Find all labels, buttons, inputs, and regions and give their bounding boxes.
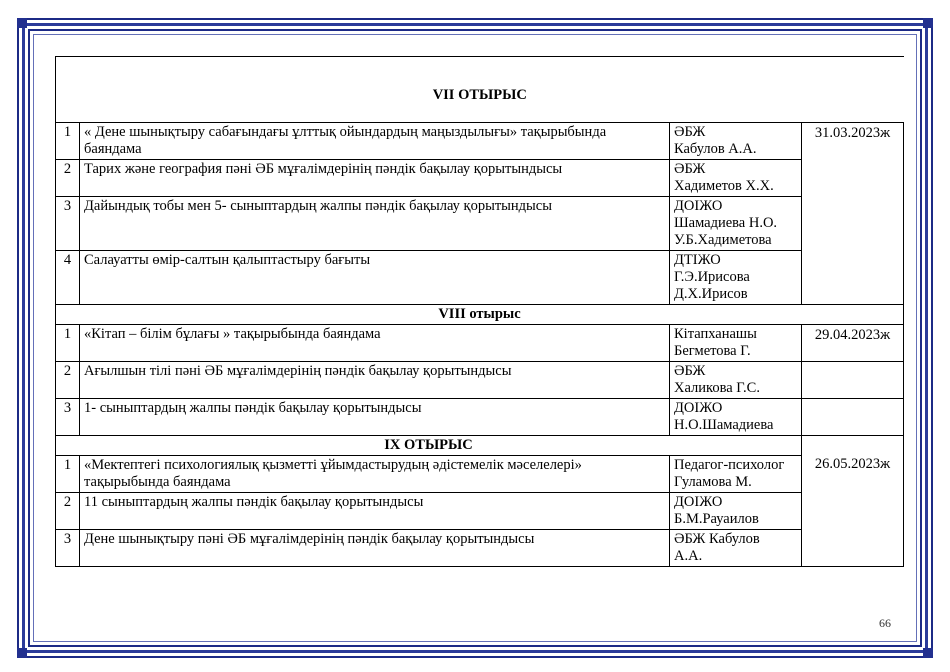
section-header-row	[56, 57, 904, 123]
section-title-vii: VII ОТЫРЫС	[56, 57, 904, 123]
row-number: 4	[56, 251, 80, 305]
table-row	[56, 362, 904, 399]
meeting-date: 31.03.2023ж	[802, 123, 904, 305]
empty-date-cell	[802, 399, 904, 436]
meeting-schedule-table	[55, 56, 904, 567]
row-topic: Дене шынықтыру пәні ӘБ мұғалімдерінің пәндік бақылау қорытындысы	[80, 530, 670, 567]
row-responsible: ДТІЖО Г.Э.Ирисова Д.Х.Ирисов	[670, 251, 802, 305]
row-number: 2	[56, 362, 80, 399]
table-row	[56, 160, 904, 197]
table-row	[56, 123, 904, 160]
row-topic: « Дене шынықтыру сабағындағы ұлттық ойындардың маңыздылығы» тақырыбында баяндама	[80, 123, 670, 160]
row-topic: Дайындық тобы мен 5- сыныптардың жалпы пәндік бақылау қорытындысы	[80, 197, 670, 251]
row-responsible: ДОІЖО Шамадиева Н.О. У.Б.Хадиметова	[670, 197, 802, 251]
row-topic: Ағылшын тілі пәні ӘБ мұғалімдерінің пәндік бақылау қорытындысы	[80, 362, 670, 399]
row-topic: Тарих және география пәні ӘБ мұғалімдерінің пәндік бақылау қорытындысы	[80, 160, 670, 197]
row-number: 2	[56, 493, 80, 530]
row-responsible: ДОІЖО Н.О.Шамадиева	[670, 399, 802, 436]
page-number: 66	[879, 616, 891, 630]
section-header-row	[56, 305, 904, 325]
table-row	[56, 251, 904, 305]
row-number: 1	[56, 456, 80, 493]
section-header-row	[56, 436, 904, 456]
table-row	[56, 197, 904, 251]
row-number: 3	[56, 197, 80, 251]
table-row	[56, 530, 904, 567]
row-number: 1	[56, 325, 80, 362]
table-row	[56, 399, 904, 436]
table-row	[56, 493, 904, 530]
row-responsible: ӘБЖ Хадиметов Х.Х.	[670, 160, 802, 197]
row-responsible: ӘБЖ Кабулов А.А.	[670, 530, 802, 567]
row-topic: 11 сыныптардың жалпы пәндік бақылау қорытындысы	[80, 493, 670, 530]
row-responsible: ӘБЖ Халикова Г.С.	[670, 362, 802, 399]
section-title-viii: VIII отырыс	[56, 305, 904, 325]
corner-ornament	[923, 648, 933, 658]
table-row	[56, 325, 904, 362]
table-row	[56, 456, 904, 493]
row-topic: 1- сыныптардың жалпы пәндік бақылау қорытындысы	[80, 399, 670, 436]
meeting-date: 29.04.2023ж	[802, 325, 904, 362]
row-topic: «Кітап – білім бұлағы » тақырыбында баяндама	[80, 325, 670, 362]
section-title-ix: IX ОТЫРЫС	[56, 436, 802, 456]
corner-ornament	[923, 18, 933, 28]
meeting-date: 26.05.2023ж	[802, 436, 904, 567]
row-number: 2	[56, 160, 80, 197]
row-responsible: ӘБЖ Кабулов А.А.	[670, 123, 802, 160]
row-number: 3	[56, 530, 80, 567]
row-responsible: Педагог-психолог Гуламова М.	[670, 456, 802, 493]
row-responsible: ДОІЖО Б.М.Рауаилов	[670, 493, 802, 530]
corner-ornament	[17, 18, 27, 28]
empty-date-cell	[802, 362, 904, 399]
row-topic: «Мектептегі психологиялық қызметті ұйымдастырудың әдістемелік мәселелері» тақырыбында баяндама	[80, 456, 670, 493]
row-number: 1	[56, 123, 80, 160]
corner-ornament	[17, 648, 27, 658]
row-number: 3	[56, 399, 80, 436]
row-topic: Салауатты өмір-салтын қалыптастыру бағыты	[80, 251, 670, 305]
row-responsible: Кітапханашы Бегметова Г.	[670, 325, 802, 362]
